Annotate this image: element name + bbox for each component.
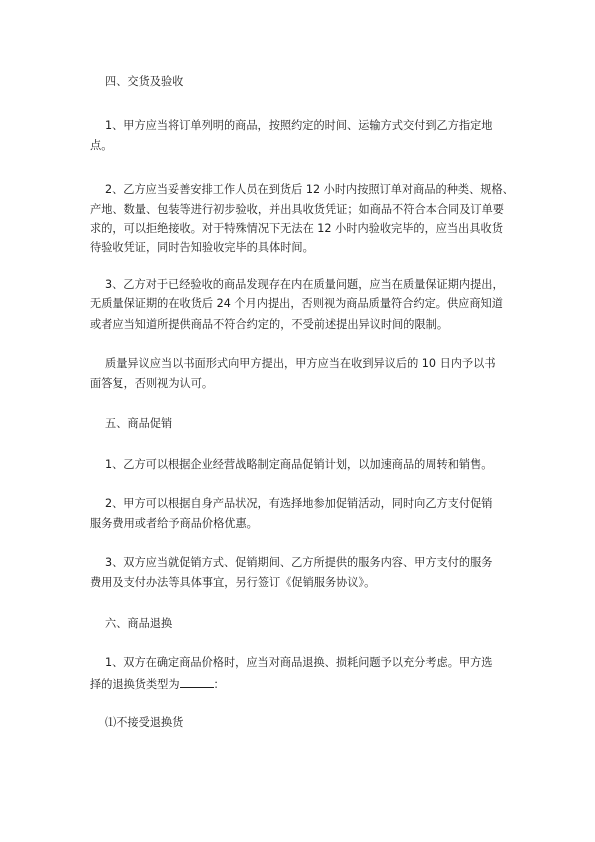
paragraph-line: 1、甲方应当将订单列明的商品，按照约定的时间、运输方式交付到乙方指定地: [105, 119, 493, 132]
paragraph-line: 无质量保证期的在收货后 24 个月内提出，否则视为商品质量符合约定。供应商知道: [90, 297, 503, 310]
paragraph-line: 点。: [90, 139, 113, 152]
section-heading: 四、交货及验收: [105, 75, 184, 88]
paragraph-line: 2、甲方可以根据自身产品状况，有选择地参加促销活动，同时向乙方支付促销: [105, 497, 493, 510]
paragraph-line: [90, 676, 225, 692]
paragraph-text: 择的退换货类型为: [90, 678, 180, 691]
paragraph-line: 费用及支付办法等具体事宜，另行签订《促销服务协议》。: [90, 576, 376, 589]
paragraph-line: 1、双方在确定商品价格时，应当对商品退换、损耗问题予以充分考虑。甲方选: [105, 656, 493, 669]
paragraph-line: 面答复，否则视为认可。: [90, 377, 214, 390]
paragraph-line: 产地、数量、包装等进行初步验收，并出具收货凭证；如商品不符合本合同及订单要: [90, 203, 504, 216]
paragraph-line: 待验收凭证，同时告知验收完毕的具体时间。: [90, 241, 314, 254]
fill-in-blank: [180, 676, 214, 688]
paragraph-line: 3、乙方对于已经验收的商品发现存在内在质量问题，应当在质量保证期内提出，: [105, 278, 504, 291]
paragraph-line: 或者应当知道所提供商品不符合约定的，不受前述提出异议时间的限制。: [90, 318, 449, 331]
paragraph-text: ：: [213, 678, 225, 691]
paragraph-line: 质量异议应当以书面形式向甲方提出，甲方应当在收到异议后的 10 日内予以书: [105, 357, 496, 370]
section-heading: 五、商品促销: [105, 417, 173, 430]
list-item: ⑴不接受退换货: [105, 716, 184, 729]
paragraph-line: 服务费用或者给予商品价格优惠。: [90, 517, 258, 530]
paragraph-line: 2、乙方应当妥善安排工作人员在到货后 12 小时内按照订单对商品的种类、规格、: [105, 183, 514, 196]
section-heading: 六、商品退换: [105, 617, 173, 630]
paragraph-line: 求的，可以拒绝接收。对于特殊情况下无法在 12 小时内验收完毕的，应当出具收货: [90, 222, 503, 235]
paragraph-line: 3、双方应当就促销方式、促销期间、乙方所提供的服务内容、甲方支付的服务: [105, 556, 493, 569]
paragraph-line: 1、乙方可以根据企业经营战略制定商品促销计划，以加速商品的周转和销售。: [105, 458, 493, 471]
